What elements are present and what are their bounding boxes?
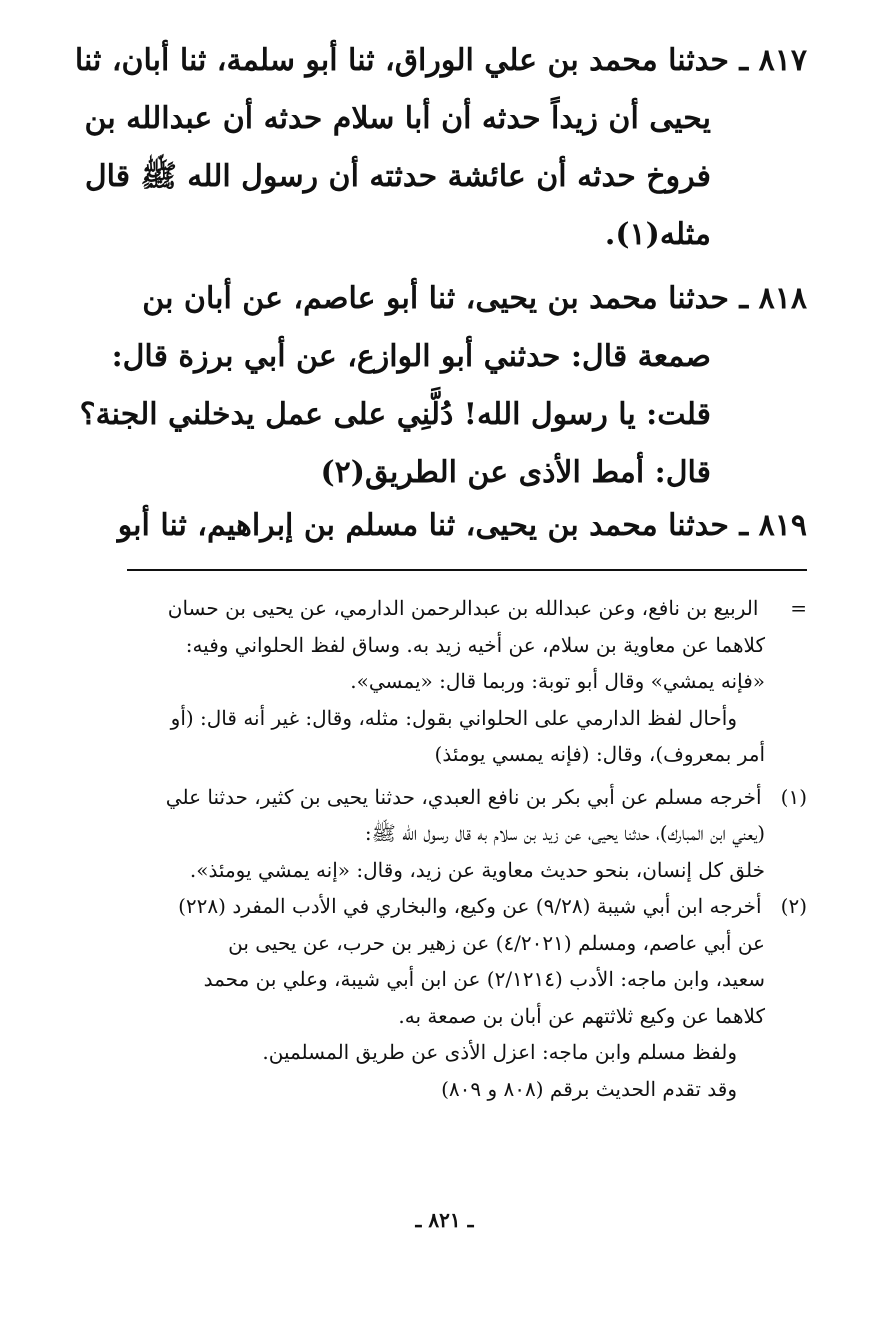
hadith-line: فروخ حدثه أن عائشة حدثته أن رسول الله ﷺ قال xyxy=(84,159,711,194)
footnote-line: كلاهما عن معاوية بن سلام، عن أخيه زيد به. وساق لفظ الحلواني وفيه: xyxy=(185,632,765,657)
footnote-line: كلاهما عن وكيع ثلاثتهم عن أبان بن صمعة به. xyxy=(398,1003,765,1028)
footnote-continuation xyxy=(95,590,807,773)
footnote-text: أخرجه مسلم عن أبي بكر بن نافع العبدي، حدثنا يحيى بن كثير، حدثنا علي xyxy=(165,784,762,809)
footnote-line: وقد تقدم الحديث برقم (٨٠٨ و ٨٠٩) xyxy=(441,1076,737,1101)
footnote-line xyxy=(95,590,807,627)
footnote-1 xyxy=(95,779,807,889)
footnote-line: خلق كل إنسان، بنحو حديث معاوية عن زيد، وقال: «إنه يمشي يومئذ». xyxy=(189,857,765,882)
hadith-line: قلت: يا رسول الله! دُلَّنِي على عمل يدخلني الجنة؟ xyxy=(79,397,711,432)
hadith-number: ٨١٩ ـ xyxy=(739,508,807,543)
footnotes xyxy=(95,590,807,1107)
hadith-line xyxy=(97,497,807,555)
hadith-number: ٨١٨ ـ xyxy=(739,281,807,316)
footnote-separator xyxy=(127,569,807,571)
hadith-819 xyxy=(97,497,807,555)
footnote-marker: (١) xyxy=(780,784,807,809)
footnote-line xyxy=(95,888,807,925)
hadith-line xyxy=(97,270,807,328)
hadith-817 xyxy=(74,32,807,264)
footnote-text: أخرجه ابن أبي شيبة (٩/٢٨) عن وكيع، والبخاري في الأدب المفرد (٢٢٨) xyxy=(178,894,762,918)
page-number: ـ ٨٢١ ـ xyxy=(415,1208,474,1232)
hadith-line: صمعة قال: حدثني أبو الوازع، عن أبي برزة قال: xyxy=(111,339,711,374)
hadith-line: مثله(١). xyxy=(604,217,711,252)
footnote-line: وأحال لفظ الدارمي على الحلواني بقول: مثله، وقال: غير أنه قال: (أو xyxy=(170,705,737,730)
footnote-line xyxy=(95,779,807,816)
hadith-818 xyxy=(79,270,807,502)
footnote-line: (يعني ابن المبارك)، حدثنا يحيى، عن زيد بن سلام به قال رسول الله ﷺ: xyxy=(364,821,765,845)
footnote-line: سعيد، وابن ماجه: الأدب (٢/١٢١٤) عن ابن أبي شيبة، وعلي بن محمد xyxy=(203,967,765,991)
hadith-line xyxy=(74,32,807,90)
hadith-line: قال: أمط الأذى عن الطريق(٢) xyxy=(320,455,711,490)
footnote-2 xyxy=(95,888,807,1107)
footnote-marker: (٢) xyxy=(780,894,807,918)
footnote-line: ولفظ مسلم وابن ماجه: اعزل الأذى عن طريق المسلمين. xyxy=(262,1040,737,1064)
footnote-line: «فإنه يمشي» وقال أبو توبة: وربما قال: «يمسي». xyxy=(350,669,765,693)
footnote-line: عن أبي عاصم، ومسلم (٤/٢٠٢١) عن زهير بن حرب، عن يحيى بن xyxy=(228,930,765,955)
footnote-line: أمر بمعروف)، وقال: (فإنه يمسي يومئذ) xyxy=(434,742,765,766)
hadith-text: حدثنا محمد بن علي الوراق، ثنا أبو سلمة، ثنا أبان، ثنا xyxy=(74,43,729,78)
continuation-marker: = xyxy=(790,596,807,620)
hadith-text: حدثنا محمد بن يحيى، ثنا مسلم بن إبراهيم، ثنا أبو xyxy=(117,508,729,543)
hadith-line: يحيى أن زيداً حدثه أن أبا سلام حدثه أن عبدالله بن xyxy=(84,101,711,136)
hadith-number: ٨١٧ ـ xyxy=(739,43,807,78)
footnote-text: الربيع بن نافع، وعن عبدالله بن عبدالرحمن الدارمي، عن يحيى بن حسان xyxy=(167,596,759,620)
hadith-text: حدثنا محمد بن يحيى، ثنا أبو عاصم، عن أبان بن xyxy=(142,281,729,316)
